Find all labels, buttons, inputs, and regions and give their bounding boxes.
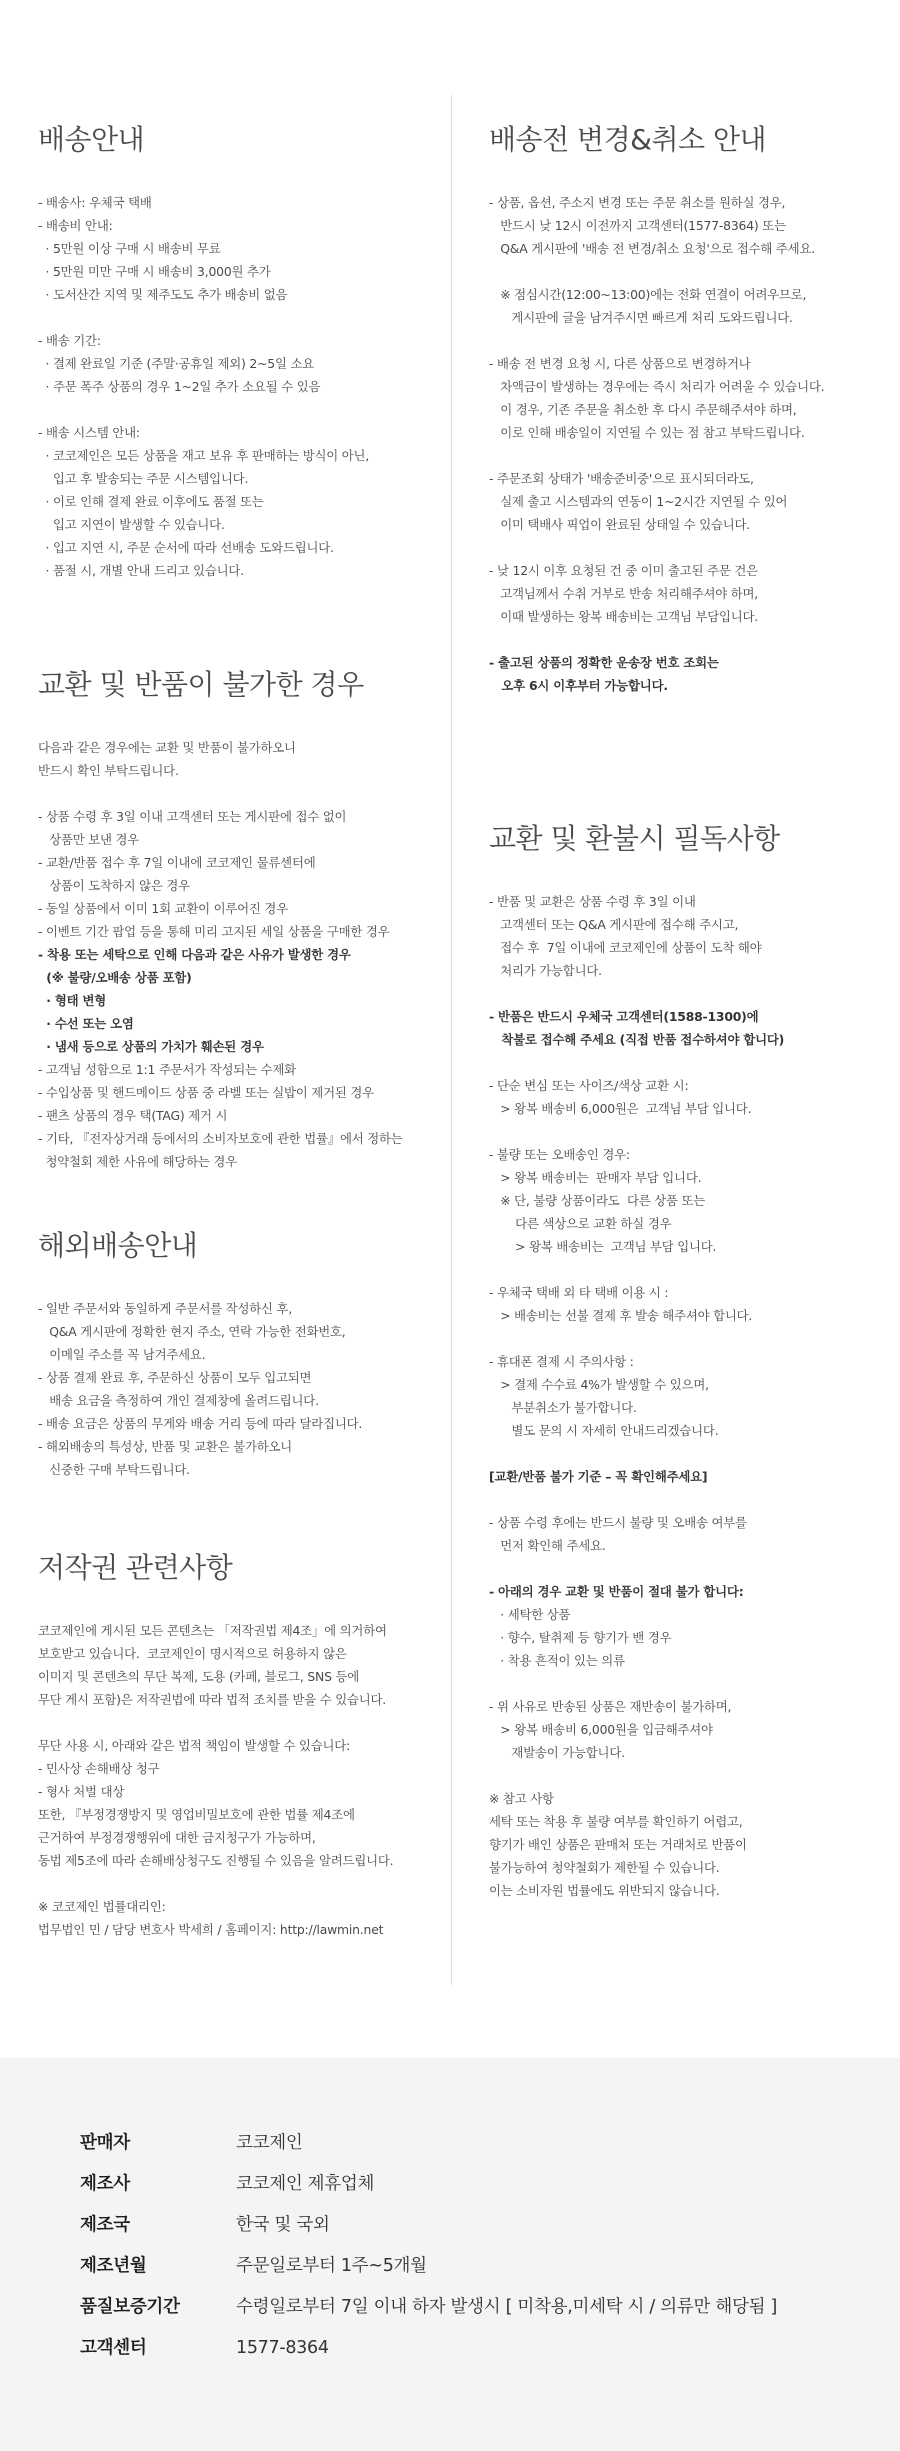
info-label: 판매자 bbox=[80, 2133, 130, 2153]
shipping-section bbox=[38, 123, 438, 582]
text-line: - 반품 및 교환은 상품 수령 후 3일 이내 bbox=[489, 894, 696, 909]
text-line: 다음과 같은 경우에는 교환 및 반품이 불가하오니 bbox=[38, 740, 296, 755]
text-line: 무단 게시 포함)은 저작권법에 따라 법적 조치를 받을 수 있습니다. bbox=[38, 1692, 387, 1707]
line-spacer bbox=[489, 1672, 889, 1695]
text-line: > 왕복 배송비는 판매자 부담 입니다. bbox=[489, 1170, 702, 1185]
text-line: - 고객님 성함으로 1:1 주문서가 작성되는 수제화 bbox=[38, 1062, 296, 1077]
line-spacer bbox=[489, 1258, 889, 1281]
text-line: - 교환/반품 접수 후 7일 이내에 코코제인 물류센터에 bbox=[38, 855, 316, 870]
line-spacer bbox=[38, 1711, 438, 1734]
text-line: - 상품 수령 후에는 반드시 불량 및 오배송 여부를 bbox=[489, 1515, 747, 1530]
text-line: - 배송 시스템 안내: bbox=[38, 425, 140, 440]
no-exchange-body bbox=[38, 736, 438, 1173]
text-line: 실제 출고 시스템과의 연동이 1~2시간 지연될 수 있어 bbox=[489, 494, 788, 509]
text-line: - 팬츠 상품의 경우 택(TAG) 제거 시 bbox=[38, 1108, 228, 1123]
text-line: 동법 제5조에 따라 손해배상청구도 진행될 수 있음을 알려드립니다. bbox=[38, 1853, 394, 1868]
info-label: 제조사 bbox=[80, 2174, 130, 2194]
text-line: > 왕복 배송비 6,000원을 입금해주셔야 bbox=[489, 1722, 713, 1737]
text-line: 게시판에 글을 남겨주시면 빠르게 처리 도와드립니다. bbox=[489, 310, 793, 325]
text-line: · 입고 지연 시, 주문 순서에 따라 선배송 도와드립니다. bbox=[38, 540, 334, 555]
text-line: 반드시 낮 12시 이전까지 고객센터(1577-8364) 또는 bbox=[489, 218, 786, 233]
line-spacer bbox=[38, 1872, 438, 1895]
text-line: · 착용 흔적이 있는 의류 bbox=[489, 1653, 625, 1668]
text-line: - 형사 처벌 대상 bbox=[38, 1784, 125, 1799]
text-line: - 배송 요금은 상품의 무게와 배송 거리 등에 따라 달라집니다. bbox=[38, 1416, 363, 1431]
text-line: - 상품 수령 후 3일 이내 고객센터 또는 게시판에 접수 없이 bbox=[38, 809, 347, 824]
text-line: 오후 6시 이후부터 가능합니다. bbox=[489, 678, 668, 693]
line-spacer bbox=[489, 1442, 889, 1465]
line-spacer bbox=[489, 1120, 889, 1143]
line-spacer bbox=[489, 1327, 889, 1350]
text-line: · 코코제인은 모든 상품을 재고 보유 후 판매하는 방식이 아닌, bbox=[38, 448, 370, 463]
info-value: 한국 및 국외 bbox=[236, 2215, 330, 2235]
text-line: 이는 소비자원 법률에도 위반되지 않습니다. bbox=[489, 1883, 720, 1898]
info-value: 코코제인 제휴업체 bbox=[236, 2174, 375, 2194]
text-line: 다른 색상으로 교환 하실 경우 bbox=[489, 1216, 672, 1231]
info-row-warranty bbox=[80, 2292, 880, 2322]
text-line: ※ 점심시간(12:00~13:00)에는 전화 연결이 어려우므로, bbox=[489, 287, 807, 302]
text-line: 무단 사용 시, 아래와 같은 법적 책임이 발생할 수 있습니다: bbox=[38, 1738, 351, 1753]
text-line: · 결제 완료일 기준 (주말·공휴일 제외) 2~5일 소요 bbox=[38, 356, 315, 371]
text-line: 이미 택배사 픽업이 완료된 상태일 수 있습니다. bbox=[489, 517, 751, 532]
text-line: ※ 코코제인 법률대리인: bbox=[38, 1899, 166, 1914]
text-line: - 배송사: 우체국 택배 bbox=[38, 195, 152, 210]
refund-notes-body bbox=[489, 890, 889, 1902]
text-line: - 이벤트 기간 팝업 등을 통해 미리 고지된 세일 상품을 구매한 경우 bbox=[38, 924, 390, 939]
text-line: - 배송비 안내: bbox=[38, 218, 113, 233]
text-line: 상품만 보낸 경우 bbox=[38, 832, 140, 847]
info-value: 수령일로부터 7일 이내 하자 발생시 [ 미착용,미세탁 시 / 의류만 해당됨 ] bbox=[236, 2297, 777, 2317]
text-line: (※ 불량/오배송 상품 포함) bbox=[38, 970, 192, 985]
text-line: - 반품은 반드시 우체국 고객센터(1588-1300)에 bbox=[489, 1009, 759, 1024]
text-line: 입고 지연이 발생할 수 있습니다. bbox=[38, 517, 225, 532]
text-line: 상품이 도착하지 않은 경우 bbox=[38, 878, 190, 893]
text-line: 청약철회 제한 사유에 해당하는 경우 bbox=[38, 1154, 237, 1169]
text-line: Q&A 게시판에 정확한 현지 주소, 연락 가능한 전화번호, bbox=[38, 1324, 346, 1339]
info-row-country bbox=[80, 2210, 880, 2240]
text-line: · 냄새 등으로 상품의 가치가 훼손된 경우 bbox=[38, 1039, 264, 1054]
info-row-seller bbox=[80, 2128, 880, 2158]
change-cancel-body bbox=[489, 191, 889, 697]
change-cancel-section bbox=[489, 123, 889, 697]
copyright-body bbox=[38, 1619, 438, 1941]
text-line: > 배송비는 선불 결제 후 발송 해주셔야 합니다. bbox=[489, 1308, 753, 1323]
text-line: - 단순 변심 또는 사이즈/색상 교환 시: bbox=[489, 1078, 689, 1093]
text-line: · 세탁한 상품 bbox=[489, 1607, 571, 1622]
overseas-body bbox=[38, 1297, 438, 1481]
copyright-section bbox=[38, 1551, 438, 1941]
line-spacer bbox=[489, 1764, 889, 1787]
text-line: - 출고된 상품의 정확한 운송장 번호 조회는 bbox=[489, 655, 719, 670]
text-line: 근거하여 부정경쟁행위에 대한 금지청구가 가능하며, bbox=[38, 1830, 316, 1845]
text-line: 접수 후 7일 이내에 코코제인에 상품이 도착 해야 bbox=[489, 940, 762, 955]
line-spacer bbox=[489, 444, 889, 467]
info-value: 주문일로부터 1주~5개월 bbox=[236, 2256, 427, 2276]
info-label: 제조국 bbox=[80, 2215, 130, 2235]
text-line: · 주문 폭주 상품의 경우 1~2일 추가 소요될 수 있음 bbox=[38, 379, 321, 394]
text-line: ※ 단, 불량 상품이라도 다른 상품 또는 bbox=[489, 1193, 706, 1208]
text-line: ※ 참고 사항 bbox=[489, 1791, 554, 1806]
text-line: - 일반 주문서와 동일하게 주문서를 작성하신 후, bbox=[38, 1301, 293, 1316]
text-line: · 향수, 탈취제 등 향기가 밴 경우 bbox=[489, 1630, 672, 1645]
text-line: - 민사상 손해배상 청구 bbox=[38, 1761, 160, 1776]
line-spacer bbox=[489, 329, 889, 352]
text-line: 보호받고 있습니다. 코코제인이 명시적으로 허용하지 않은 bbox=[38, 1646, 347, 1661]
text-line: 부분취소가 불가합니다. bbox=[489, 1400, 637, 1415]
text-line: - 불량 또는 오배송인 경우: bbox=[489, 1147, 630, 1162]
shipping-title: 배송안내 bbox=[38, 123, 145, 156]
text-line: 배송 요금을 측정하여 개인 결제창에 올려드립니다. bbox=[38, 1393, 319, 1408]
info-label: 제조년월 bbox=[80, 2256, 147, 2276]
info-row-customer-center bbox=[80, 2333, 880, 2363]
info-label: 고객센터 bbox=[80, 2338, 147, 2358]
text-line: · 5만원 이상 구매 시 배송비 무료 bbox=[38, 241, 221, 256]
overseas-section bbox=[38, 1229, 438, 1481]
text-line: 고객센터 또는 Q&A 게시판에 접수해 주시고, bbox=[489, 917, 739, 932]
text-line: · 도서산간 지역 및 제주도도 추가 배송비 없음 bbox=[38, 287, 288, 302]
line-spacer bbox=[489, 1051, 889, 1074]
line-spacer bbox=[489, 982, 889, 1005]
text-line: - 아래의 경우 교환 및 반품이 절대 불가 합니다: bbox=[489, 1584, 744, 1599]
text-line: - 기타, 『전자상거래 등에서의 소비자보호에 관한 법률』에서 정하는 bbox=[38, 1131, 403, 1146]
text-line: 또한, 『부정경쟁방지 및 영업비밀보호에 관한 법률 제4조에 bbox=[38, 1807, 355, 1822]
line-spacer bbox=[38, 306, 438, 329]
text-line: 입고 후 발송되는 주문 시스템입니다. bbox=[38, 471, 249, 486]
line-spacer bbox=[489, 1557, 889, 1580]
text-line: - 해외배송의 특성상, 반품 및 교환은 불가하오니 bbox=[38, 1439, 293, 1454]
text-line: - 주문조회 상태가 '배송준비중'으로 표시되더라도, bbox=[489, 471, 754, 486]
text-line: 처리가 가능합니다. bbox=[489, 963, 602, 978]
text-line: · 수선 또는 오염 bbox=[38, 1016, 134, 1031]
text-line: 재발송이 가능합니다. bbox=[489, 1745, 625, 1760]
text-line: 착불로 접수해 주세요 (직접 반품 접수하셔야 합니다) bbox=[489, 1032, 785, 1047]
text-line: - 휴대폰 결제 시 주의사항 : bbox=[489, 1354, 634, 1369]
text-line: - 배송 기간: bbox=[38, 333, 101, 348]
product-info-panel bbox=[0, 2058, 900, 2451]
line-spacer bbox=[489, 260, 889, 283]
no-exchange-section bbox=[38, 668, 438, 1173]
line-spacer bbox=[38, 782, 438, 805]
no-exchange-title: 교환 및 반품이 불가한 경우 bbox=[38, 668, 364, 701]
text-line: · 5만원 미만 구매 시 배송비 3,000원 추가 bbox=[38, 264, 271, 279]
text-line: · 형태 변형 bbox=[38, 993, 107, 1008]
text-line: 이때 발생하는 왕복 배송비는 고객님 부담입니다. bbox=[489, 609, 759, 624]
text-line: 향기가 배인 상품은 판매처 또는 거래처로 반품이 bbox=[489, 1837, 747, 1852]
text-line: 이 경우, 기존 주문을 취소한 후 다시 주문해주셔야 하며, bbox=[489, 402, 797, 417]
text-line: - 수입상품 및 핸드메이드 상품 중 라벨 또는 실밥이 제거된 경우 bbox=[38, 1085, 374, 1100]
text-line: - 낮 12시 이후 요청된 건 중 이미 출고된 주문 건은 bbox=[489, 563, 758, 578]
copyright-title: 저작권 관련사항 bbox=[38, 1551, 233, 1584]
text-line: 이메일 주소를 꼭 남겨주세요. bbox=[38, 1347, 206, 1362]
text-line: - 동일 상품에서 이미 1회 교환이 이루어진 경우 bbox=[38, 901, 288, 916]
info-value: 1577-8364 bbox=[236, 2338, 329, 2358]
text-line: Q&A 게시판에 '배송 전 변경/취소 요청'으로 접수해 주세요. bbox=[489, 241, 815, 256]
overseas-title: 해외배송안내 bbox=[38, 1229, 198, 1262]
info-row-manufacture-date bbox=[80, 2251, 880, 2281]
line-spacer bbox=[489, 1488, 889, 1511]
text-line: - 배송 전 변경 요청 시, 다른 상품으로 변경하거나 bbox=[489, 356, 751, 371]
text-line: > 결제 수수료 4%가 발생할 수 있으며, bbox=[489, 1377, 709, 1392]
shipping-body bbox=[38, 191, 438, 582]
line-spacer bbox=[489, 536, 889, 559]
text-line: - 우체국 택배 외 타 택배 이용 시 : bbox=[489, 1285, 669, 1300]
text-line: > 왕복 배송비 6,000원은 고객님 부담 입니다. bbox=[489, 1101, 752, 1116]
text-line: 먼저 확인해 주세요. bbox=[489, 1538, 606, 1553]
text-line: - 상품 결제 완료 후, 주문하신 상품이 모두 입고되면 bbox=[38, 1370, 312, 1385]
text-line: 고객님께서 수취 거부로 반송 처리해주셔야 하며, bbox=[489, 586, 759, 601]
line-spacer bbox=[489, 628, 889, 651]
text-line: 별도 문의 시 자세히 안내드리겠습니다. bbox=[489, 1423, 719, 1438]
text-line: 이미지 및 콘텐츠의 무단 복제, 도용 (카페, 블로그, SNS 등에 bbox=[38, 1669, 360, 1684]
text-line: - 상품, 옵션, 주소지 변경 또는 주문 취소를 원하실 경우, bbox=[489, 195, 786, 210]
text-line: 이로 인해 배송일이 지연될 수 있는 점 참고 부탁드립니다. bbox=[489, 425, 805, 440]
column-divider bbox=[451, 95, 452, 1985]
text-line: [교환/반품 불가 기준 – 꼭 확인해주세요] bbox=[489, 1469, 708, 1484]
refund-notes-title: 교환 및 환불시 필독사항 bbox=[489, 822, 780, 855]
text-line: 신중한 구매 부탁드립니다. bbox=[38, 1462, 190, 1477]
text-line: 불가능하여 청약철회가 제한될 수 있습니다. bbox=[489, 1860, 720, 1875]
text-line: · 이로 인해 결제 완료 이후에도 품절 또는 bbox=[38, 494, 264, 509]
text-line: > 왕복 배송비는 고객님 부담 입니다. bbox=[489, 1239, 717, 1254]
info-value: 코코제인 bbox=[236, 2133, 303, 2153]
text-line: 코코제인에 게시된 모든 콘텐츠는 「저작권법 제4조」에 의거하여 bbox=[38, 1623, 387, 1638]
line-spacer bbox=[38, 398, 438, 421]
info-row-manufacturer bbox=[80, 2169, 880, 2199]
text-line: - 위 사유로 반송된 상품은 재반송이 불가하며, bbox=[489, 1699, 732, 1714]
text-line: 반드시 확인 부탁드립니다. bbox=[38, 763, 179, 778]
text-line: 차액금이 발생하는 경우에는 즉시 처리가 어려울 수 있습니다. bbox=[489, 379, 825, 394]
text-line: 세탁 또는 착용 후 불량 여부를 확인하기 어렵고, bbox=[489, 1814, 743, 1829]
text-line: · 품절 시, 개별 안내 드리고 있습니다. bbox=[38, 563, 244, 578]
refund-notes-section bbox=[489, 822, 889, 1902]
text-line: - 착용 또는 세탁으로 인해 다음과 같은 사유가 발생한 경우 bbox=[38, 947, 351, 962]
change-cancel-title: 배송전 변경&취소 안내 bbox=[489, 123, 767, 156]
info-label: 품질보증기간 bbox=[80, 2297, 180, 2317]
text-line: 법무법인 민 / 담당 변호사 박세희 / 홈페이지: http://lawmin.net bbox=[38, 1922, 384, 1937]
